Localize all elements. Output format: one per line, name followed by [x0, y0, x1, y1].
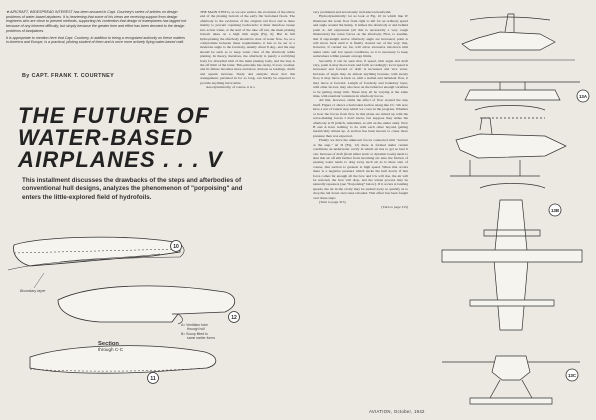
legend-b-line-2: same earlier forms [187, 336, 216, 340]
intro-paragraph-2: It is appropriate to mention here that Capt. Courtney, in addition to being a recognized authority on these matters in America and Europe, is a practical, piloting student of them and is once more actively flying water-based craft. [6, 35, 185, 45]
column-2-paragraph-3: Secondly it can be seen that, if speed, trim angle and draft vary, point A may move back and forth accordingly; local speed is increased and forward of draft is increased and vice versa. Increase of angle may do almost anything because, with steady flow, it may move A back or, with a stalled and turbulent flow, it may move A forward. Length of forebody and boundary layer, with other factors, may also bear on the behavior enough variables to be getting along with. These may all be varying at the same time, with resultant variations in afterbody forces. [313, 58, 408, 99]
column-1-paragraph-2: Aerodynamically, of course, it is a [206, 85, 255, 90]
editor-star-icon: ★ [6, 10, 10, 14]
article-deck: This installment discusses the drawbacks of the steps and afterbodies of conventional hull designs, analyzes the phenomenon of "porpoising" and enters the little-explored field of hydrofoils. [22, 177, 243, 201]
column-2-paragraph-5: Finally we have the unknown forces connected with "suction at the step." At D (Fig. 12) there is formed under certain conditions an underwater cavity in which air has to get as best it can. Increase of draft (from either static or dynamic loads) tends to shut this air off still further from incoming air. Also the friction of passing water tends to drag away such air as is there and, of course, that suction is greatest at high speed. When this occurs there is a negative pressure which sucks the hull down; if that force comes far enough aft the bow and CG will rise, the air will be restored, the bow will drop, and the whole process may be naturally repeated, (see "Porpoising" below). If it occurs at landing speeds, the air in the cavity may be sucked away so quickly as to drop the tail down and cause rebound. This effect has been fought over these steps [313, 138, 408, 200]
continued-note: (Turn to page 315) [381, 204, 408, 209]
legend-b-line-1: B= Scoop fitted to [181, 332, 208, 336]
figure-10 [8, 237, 184, 270]
figure-11-number: 11 [150, 376, 156, 382]
figure-13b [450, 118, 566, 188]
byline: By CAPT. FRANK T. COURTNEY [22, 73, 115, 79]
figure-10-label [171, 241, 182, 252]
figure-13b-plan [442, 200, 582, 330]
title-line-2: WATER-BASED [18, 125, 194, 150]
figure-13a-number: 13A [578, 94, 588, 99]
figure-13c-label [566, 369, 578, 381]
legend-a-line-1: A= Ventilator tube [181, 323, 208, 327]
figure-12-label [229, 312, 240, 323]
column-2-paragraph-2: Hydrodynamically: let us look at Fig. 10 in which line W illustrates the water flow from right to left for an ordinary speed and angle around the hump. It strikes the afterbody at and behind point A. All expression (all this is necessarily a very rough illustration) the water forces on the afterbody. First, to assume, that if step-height and/or afterbody angle are increased, point A will move back until it is finally cleared out of the way; this, however, if carried too far, will allow excessive tail-down trim under static and low speed conditions, so it is necessary to keep somewhere within present average limits. [313, 14, 408, 59]
figure-13a [440, 14, 580, 118]
section-label-line-1: Section [98, 341, 119, 347]
figure-13b-label [549, 204, 561, 216]
column-2-paragraph-6: (Turn to page 315) [319, 200, 346, 205]
column-2-paragraph-1: very prominent and notoriously well-known headwind. [313, 10, 392, 14]
figure-13b-number: 13B [550, 208, 560, 213]
column-1-paragraph-1: THE MAIN STEP is, as we saw earlier, the evolution of the elbow end of the planing bottom of the early flat bottomed floats. The afterbody is the evolution of the original tail float and is there mainly to prevent capsizing backwards; it must therefore sweep into action when, at the start of the take off run, the main planing bottom takes on a high trim angle (Fig. 6). But in full hydroplaning the afterbody should be clear of water flow. So, as a compromise between these requirements, it has to be set at a moderate angle to the forebody, usually about 8 deg., and the step should be such as to keep water clear of the afterbody while planing. In theory, therefore, the afterbody is purely a rectifying body for abnormal trim of the main planing body, and the step is the off limit of the latter. This principle has rarely, if ever, worked, and its failure becomes more and more obvious as loadings, drafts and speeds increase. Study and analysis show that this arrangement, persisted in for so long, can hardly be expected to provide anything but trouble. [200, 10, 295, 85]
boundary-layer-label: Boundary layer [20, 289, 46, 293]
figure-13a-label [577, 90, 589, 102]
section-label-line-2: through C-C [98, 347, 124, 352]
page-footer: AVIATION, October, 1942 [369, 409, 425, 414]
figure-11-label [148, 373, 159, 384]
figure-12 [58, 286, 235, 324]
intro-paragraph-1: AIRCRAFT, WIDESPREAD INTEREST has been aroused in Capt. Courtney's series of articles on design problems of water-based airplanes. It is heartening that some of his views are receiving support from design engineers who are close to present methods, supporting his contention that design of waterplanes has lagged not because of any inherent difficulty, but simply because the greater time and effort has been devoted to the design problems of landplanes. [6, 10, 187, 33]
figure-13c [442, 356, 580, 404]
figure-12-number: 12 [231, 315, 237, 321]
title-line-1: THE FUTURE OF [18, 103, 210, 128]
figure-13c-number: 13C [567, 373, 577, 378]
legend-a-line-2: through hull [187, 327, 205, 331]
title-line-3: AIRPLANES . . . V [18, 147, 223, 172]
figure-10-number: 10 [173, 244, 179, 250]
column-2-paragraph-4: All this, however, omits the effect of flow around the step itself. Figure 11 shows a horizontal section along line CC. We now have a sort of lateral step which we cover in the progress. Whether or how the forces from flow in this plane are mixed up with the wave-making forces I don't know, but suppose they strike the afterbody at B (which, remember, is still on the under side). Now B and A have nothing to do with each other beyond getting inextricably mixed up. A section has been known to cause more pressure than was expected. [313, 98, 408, 138]
